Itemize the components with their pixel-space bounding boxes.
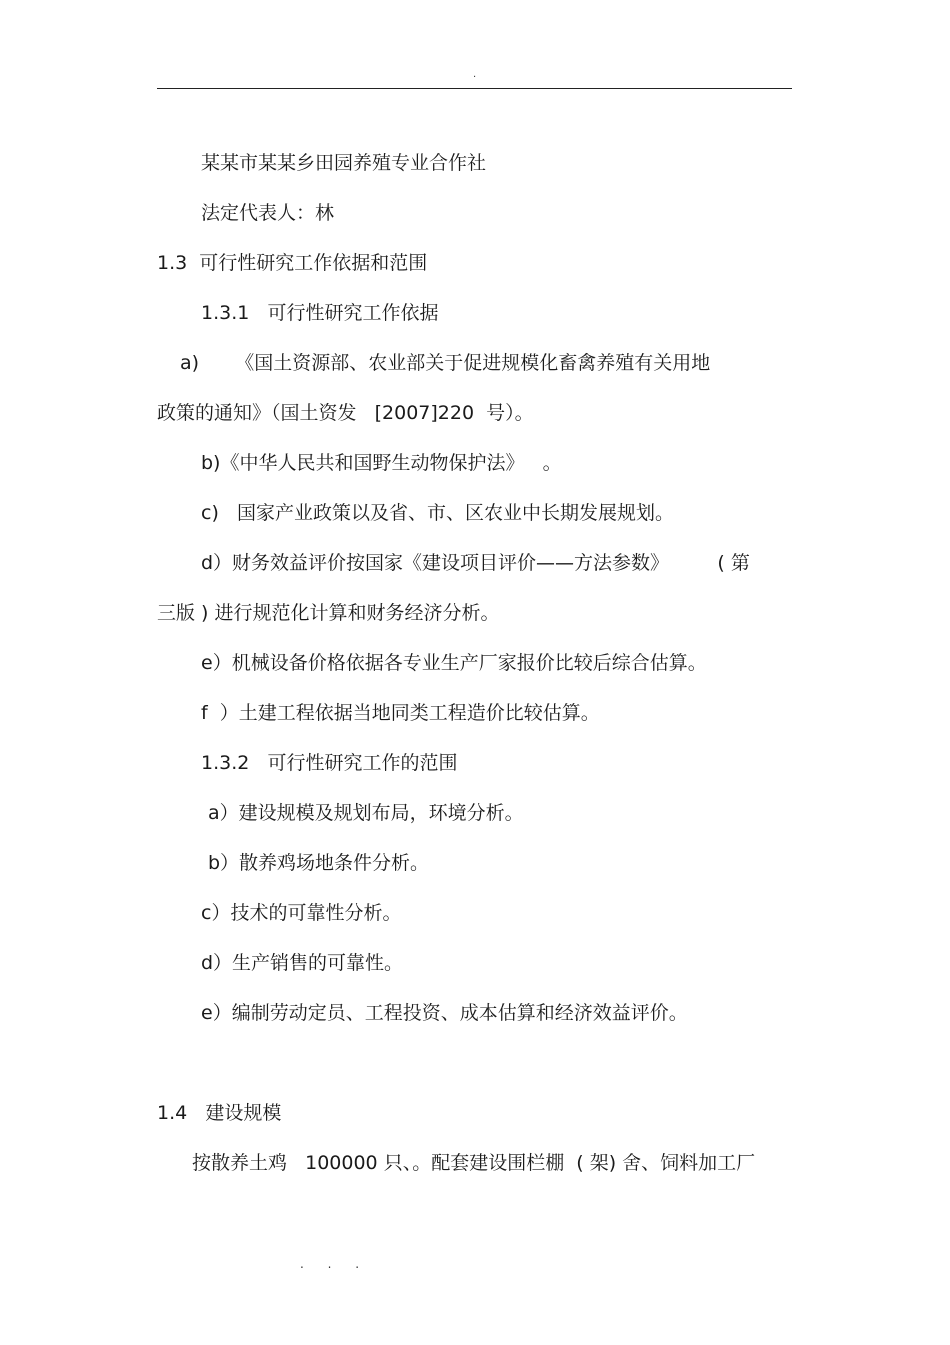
cooperative-name: 某某市某某乡田园养殖专业合作社 bbox=[201, 152, 487, 174]
header-rule bbox=[157, 88, 792, 89]
basis-item-e: e）机械设备价格依据各专业生产厂家报价比较后综合估算。 bbox=[201, 652, 707, 674]
section-heading-1-4: 1.4 建设规模 bbox=[157, 1102, 282, 1124]
construction-scale-text: 按散养土鸡 100000 只、。配套建设围栏棚 ( 架) 舍、饲料加工厂 bbox=[192, 1152, 756, 1174]
basis-item-b: b)《中华人民共和国野生动物保护法》 。 bbox=[201, 452, 562, 474]
basis-item-a-line2: 政策的通知》（国土资发 [2007]220 号）。 bbox=[157, 402, 534, 424]
scope-item-b: b）散养鸡场地条件分析。 bbox=[208, 852, 430, 874]
basis-item-a-line1: a) 《国土资源部、农业部关于促进规模化畜禽养殖有关用地 bbox=[180, 352, 711, 374]
section-heading-1-3: 1.3 可行性研究工作依据和范围 bbox=[157, 252, 428, 274]
header-dot: . bbox=[473, 69, 477, 80]
basis-item-d-line2: 三版 ) 进行规范化计算和财务经济分析。 bbox=[157, 602, 500, 624]
section-heading-1-3-1: 1.3.1 可行性研究工作依据 bbox=[201, 302, 439, 324]
footer-dots: . . . bbox=[300, 1257, 370, 1271]
scope-item-d: d）生产销售的可靠性。 bbox=[201, 952, 404, 974]
section-heading-1-3-2: 1.3.2 可行性研究工作的范围 bbox=[201, 752, 458, 774]
legal-representative: 法定代表人：林 bbox=[201, 202, 335, 224]
scope-item-e: e）编制劳动定员、工程投资、成本估算和经济效益评价。 bbox=[201, 1002, 688, 1024]
scope-item-c: c）技术的可靠性分析。 bbox=[201, 902, 402, 924]
basis-item-f: f ）土建工程依据当地同类工程造价比较估算。 bbox=[201, 702, 600, 724]
scope-item-a: a）建设规模及规划布局，环境分析。 bbox=[208, 802, 524, 824]
basis-item-d-line1: d）财务效益评价按国家《建设项目评价——方法参数》 ( 第 bbox=[201, 552, 750, 574]
basis-item-c: c) 国家产业政策以及省、市、区农业中长期发展规划。 bbox=[201, 502, 674, 524]
